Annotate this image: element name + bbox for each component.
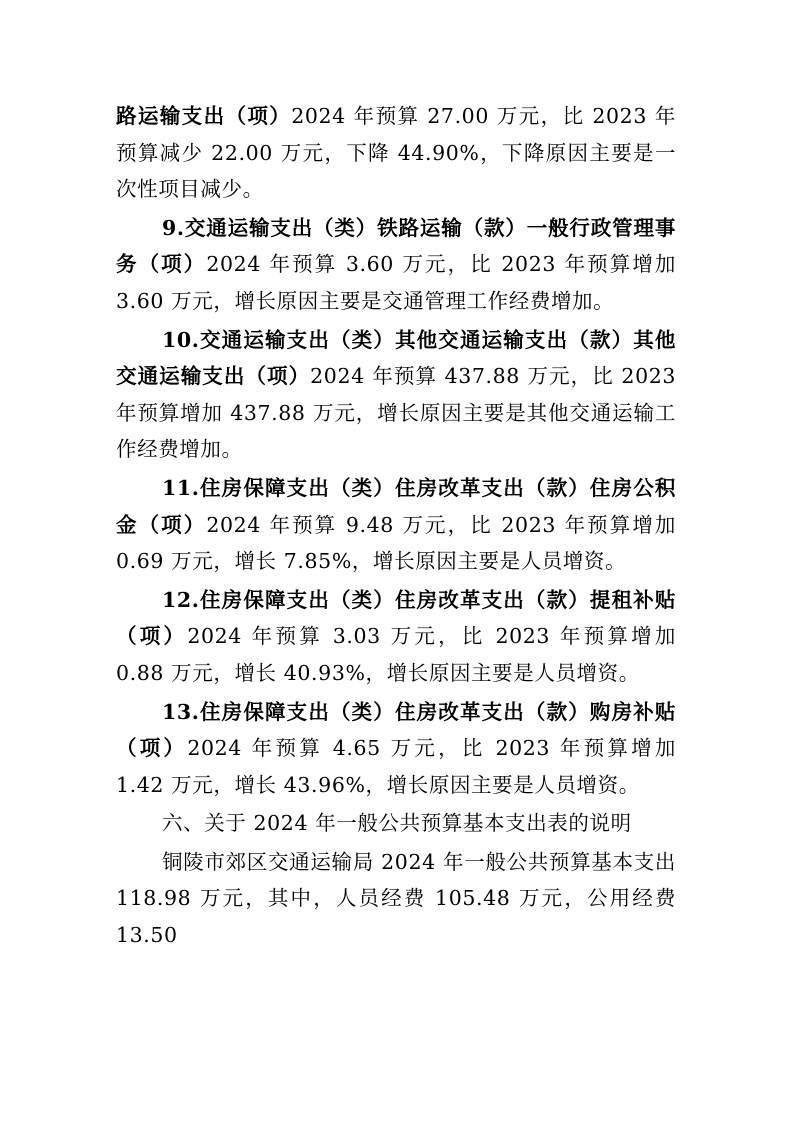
paragraph-heading: 10.交通运输支出（类）其他交通运输支出（款）其他交通运输支出（项）	[116, 327, 676, 389]
paragraph-body: 2024 年预算 437.88 万元，比 2023 年预算增加 437.88 万元，增长原因主要是其他交通运输工作经费增加。	[116, 364, 676, 462]
paragraph-item-12	[116, 582, 676, 692]
document-page	[116, 98, 676, 956]
paragraph-item-11	[116, 470, 676, 580]
paragraph-item-13	[116, 694, 676, 804]
paragraph-body: 2024 年预算 3.03 万元，比 2023 年预算增加 0.88 万元，增长 40.93%，增长原因主要是人员增资。	[116, 624, 676, 685]
paragraph-heading: 11.住房保障支出（类）住房改革支出（款）住房公积金（项）	[116, 475, 676, 537]
paragraph-continued	[116, 98, 676, 208]
paragraph-item-9	[116, 210, 676, 320]
paragraph-body: 2024 年预算 3.60 万元，比 2023 年预算增加 3.60 万元，增长原因主要是交通管理工作经费增加。	[116, 252, 676, 313]
paragraph-heading: 13.住房保障支出（类）住房改革支出（款）购房补贴（项）	[116, 699, 676, 761]
section-heading-text: 六、关于 2024 年一般公共预算基本支出表的说明	[162, 811, 632, 836]
section-6-heading	[116, 805, 676, 842]
paragraph-heading: 路运输支出（项）	[116, 104, 292, 128]
paragraph-body: 2024 年预算 27.00 万元，比 2023 年预算减少 22.00 万元，下降 44.90%，下降原因主要是一次性项目减少。	[116, 104, 676, 202]
paragraph-body: 2024 年预算 9.48 万元，比 2023 年预算增加 0.69 万元，增长 7.85%，增长原因主要是人员增资。	[116, 512, 676, 574]
paragraph-item-10	[116, 322, 676, 468]
paragraph-body: 铜陵市郊区交通运输局 2024 年一般公共预算基本支出 118.98 万元，其中，人员经费 105.48 万元，公用经费 13.50	[116, 849, 676, 948]
section-6-body	[116, 844, 676, 954]
paragraph-heading: 12.住房保障支出（类）住房改革支出（款）提租补贴（项）	[116, 587, 676, 649]
paragraph-heading: 9.交通运输支出（类）铁路运输（款）一般行政管理事务（项）	[116, 215, 676, 277]
paragraph-body: 2024 年预算 4.65 万元，比 2023 年预算增加 1.42 万元，增长 43.96%，增长原因主要是人员增资。	[116, 736, 676, 797]
